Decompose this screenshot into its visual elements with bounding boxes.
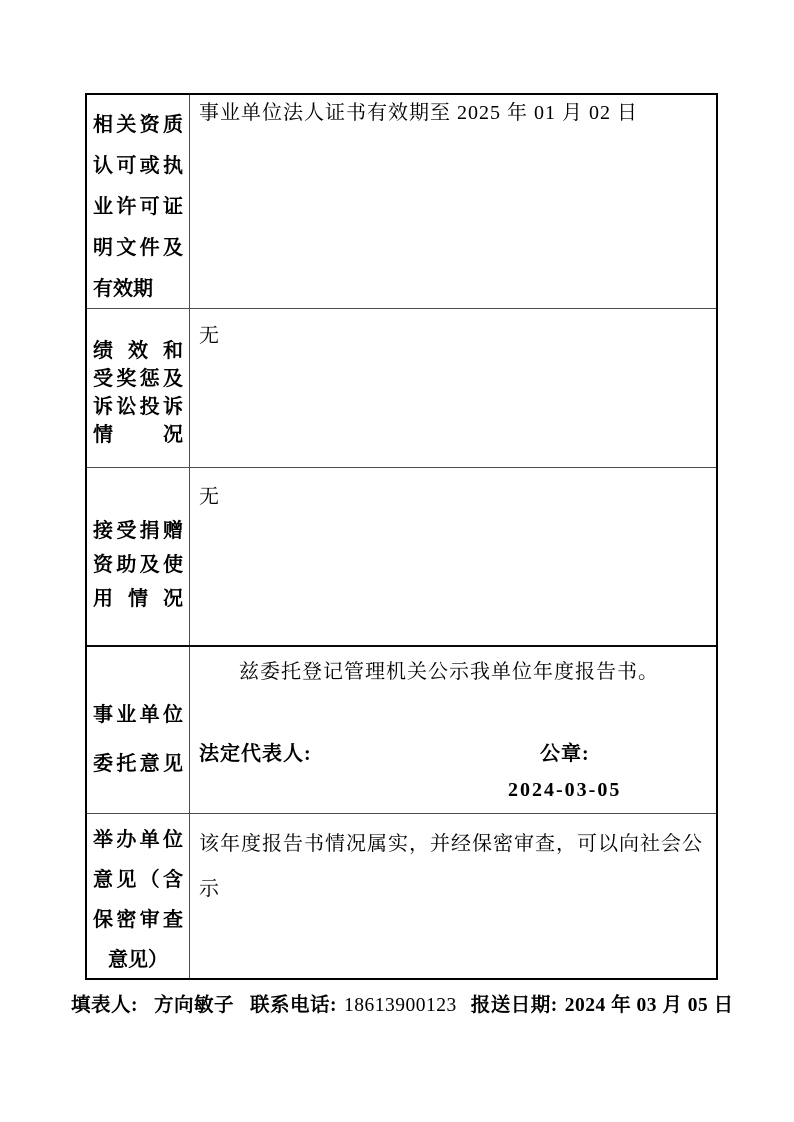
label-line: 认可或执 [93, 155, 183, 177]
performance-text: 无 [199, 325, 220, 347]
label-line: 意见） [108, 949, 168, 971]
label-line: 举办单位 [93, 829, 183, 851]
row-content-cell [190, 468, 716, 645]
table-row-performance [87, 308, 716, 467]
label-line: 保密审查 [93, 909, 183, 931]
row-label-cell [87, 814, 190, 978]
row-content-cell [190, 647, 716, 813]
label-line: 用情况 [93, 588, 183, 610]
label-line: 业许可证 [93, 196, 183, 218]
label-line: 资助及使 [93, 554, 183, 576]
phone-label: 联系电话: [250, 995, 338, 1016]
report-date-label: 报送日期: [470, 995, 558, 1016]
filler-label: 填表人: [71, 995, 138, 1016]
row-content-cell [190, 95, 716, 308]
legal-representative-label: 法定代表人: [199, 743, 312, 765]
row-label-cell [87, 309, 190, 467]
row-label-cell [87, 647, 190, 813]
seal-date: 2024-03-05 [508, 779, 622, 801]
label-line: 相关资质 [93, 114, 183, 136]
filler-value: 方向敏子 [154, 995, 235, 1016]
label-line: 诉讼投诉 [93, 396, 183, 418]
table-row-entity-opinion [87, 645, 716, 813]
sponsor-opinion-text: 该年度报告书情况属实，并经保密审查，可以向社会公示 [199, 833, 703, 900]
annual-report-table [85, 93, 718, 980]
row-content-cell [190, 309, 716, 467]
table-row-sponsor-opinion [87, 813, 716, 978]
entrustment-statement: 兹委托登记管理机关公示我单位年度报告书。 [239, 661, 659, 683]
row-label-cell [87, 468, 190, 645]
official-seal-label: 公章: [540, 743, 590, 765]
label-line: 委托意见 [93, 753, 183, 775]
footer [71, 989, 734, 1017]
label-line: 情况 [93, 424, 183, 446]
label-line: 明文件及 [93, 237, 183, 259]
label-line: 接受捐赠 [93, 520, 183, 542]
row-content-cell [190, 814, 716, 978]
donation-text: 无 [199, 486, 220, 508]
phone-value: 18613900123 [344, 995, 457, 1016]
row-label-cell [87, 95, 190, 308]
qualification-validity-text: 事业单位法人证书有效期至 2025 年 01 月 02 日 [199, 102, 638, 124]
label-line: 绩效和 [93, 340, 183, 362]
label-line: 受奖惩及 [93, 368, 183, 390]
label-line: 事业单位 [93, 704, 183, 726]
table-row-donations [87, 467, 716, 645]
table-row-qualifications [87, 95, 716, 308]
report-date-value: 2024 年 03 月 05 日 [564, 995, 734, 1016]
label-line: 意见（含 [93, 869, 183, 891]
label-line: 有效期 [93, 278, 153, 300]
